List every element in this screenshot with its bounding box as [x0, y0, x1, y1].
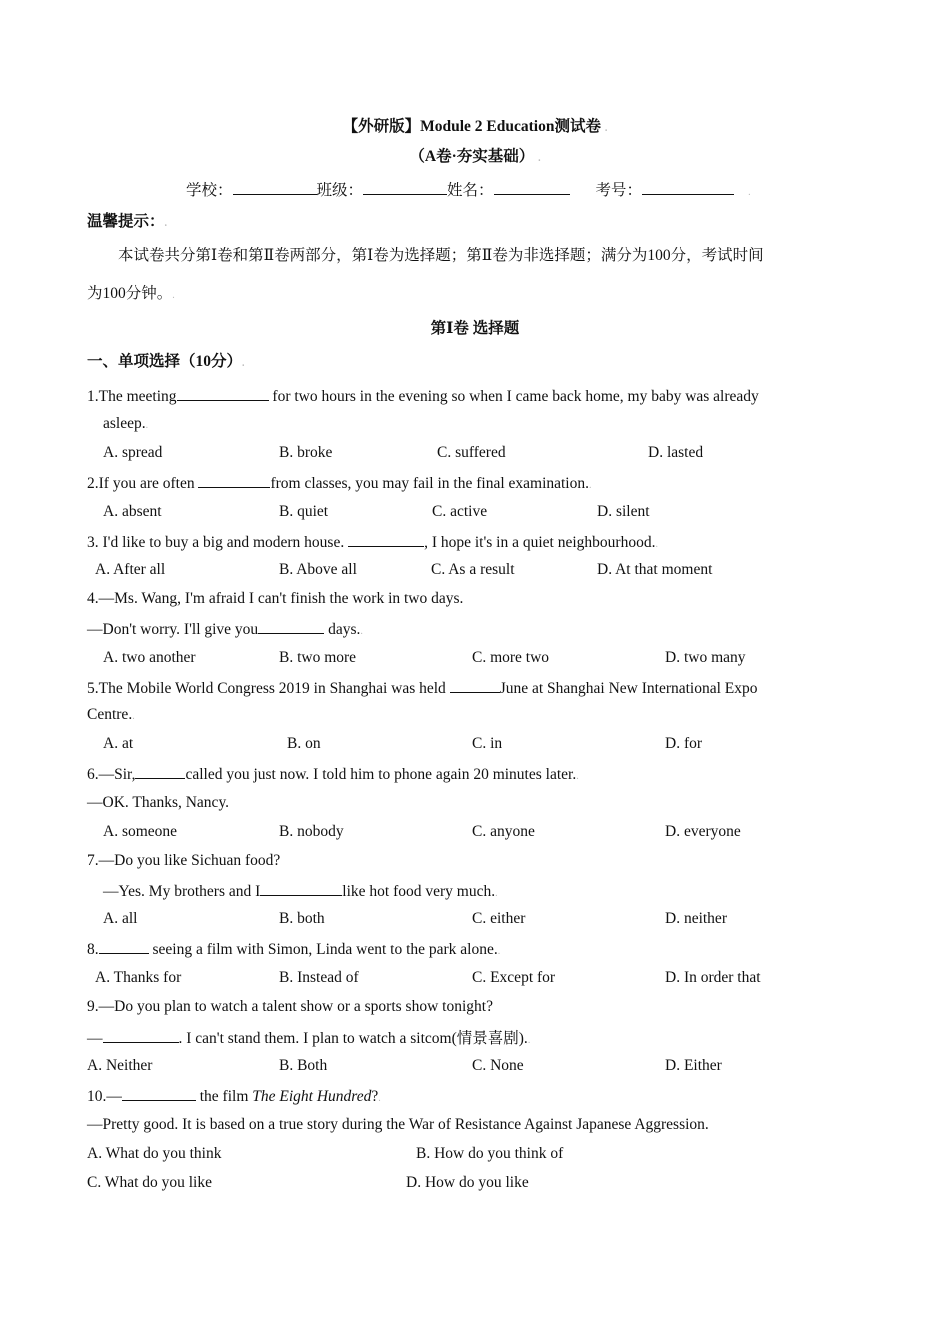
option-b: B. broke — [279, 444, 333, 461]
answer-blank — [177, 385, 269, 401]
option-b: B. two more — [279, 649, 357, 666]
option-d: D. lasted — [648, 444, 704, 461]
film-title: The Eight Hundred — [252, 1088, 372, 1105]
question-5-continued: Centre.. — [87, 706, 135, 723]
question-3: 3. I'd like to buy a big and modern house. , I hope it's in a quiet neighbourhood.. — [87, 531, 658, 555]
question-7-reply: —Yes. My brothers and I like hot food very much.. — [103, 880, 498, 904]
option-b: B. on — [287, 735, 321, 752]
option-c: C. either — [472, 910, 526, 927]
option-c: C. more two — [472, 649, 550, 666]
class-label: 班级： — [316, 182, 364, 199]
option-a: A. spread — [103, 444, 163, 461]
question-4: 4.—Ms. Wang, I'm afraid I can't finish the work in two days. — [87, 590, 464, 607]
number-blank — [642, 179, 734, 195]
answer-blank — [99, 938, 149, 954]
answer-blank — [122, 1085, 196, 1101]
question-6: 6.—Sir, called you just now. I told him to phone again 20 minutes later.. — [87, 763, 579, 787]
option-a: A. Thanks for — [95, 969, 182, 986]
question-1: 1.The meeting for two hours in the evening so when I came back home, my baby was already — [87, 385, 759, 407]
doc-title: 【外研版】Module 2 Education测试卷 . — [342, 118, 608, 135]
option-d: D. for — [665, 735, 703, 752]
option-d: D. At that moment — [597, 561, 713, 578]
answer-blank — [198, 472, 270, 488]
option-c: C. Except for — [472, 969, 556, 986]
option-b: B. quiet — [279, 503, 329, 520]
option-c: C. in — [472, 735, 503, 752]
option-d: D. everyone — [665, 823, 741, 840]
option-a: A. What do you think — [87, 1145, 222, 1162]
option-b: B. both — [279, 910, 325, 927]
question-2: 2.If you are often from classes, you may fail in the final examination.. — [87, 472, 592, 496]
answer-blank — [450, 677, 500, 693]
option-d: D. two many — [665, 649, 746, 666]
student-info-row: 学校： 班级： 姓名： 考号： . — [186, 179, 751, 203]
notice-line-1: 本试卷共分第Ⅰ卷和第Ⅱ卷两部分，第Ⅰ卷为选择题；第Ⅱ卷为非选择题；满分为100分，考试时间 — [118, 247, 764, 264]
class-blank — [363, 179, 447, 195]
option-c: C. active — [432, 503, 488, 520]
answer-blank — [258, 618, 324, 634]
question-10-reply: —Pretty good. It is based on a true story during the War of Resistance Against Japanese Aggression. — [87, 1116, 709, 1133]
name-blank — [494, 179, 570, 195]
answer-blank — [135, 763, 185, 779]
option-c: C. None — [472, 1057, 524, 1074]
notice-label: 温馨提示：. — [87, 213, 168, 230]
option-d: D. silent — [597, 503, 650, 520]
answer-blank — [260, 880, 342, 896]
option-d: D. How do you like — [406, 1174, 529, 1191]
question-6-reply: —OK. Thanks, Nancy. — [87, 794, 230, 811]
option-c: C. anyone — [472, 823, 535, 840]
option-a: A. at — [103, 735, 134, 752]
question-10: 10.— the film The Eight Hundred?. — [87, 1085, 381, 1109]
option-a: A. someone — [103, 823, 178, 840]
option-c: C. As a result — [431, 561, 515, 578]
question-5: 5.The Mobile World Congress 2019 in Shanghai was held June at Shanghai New International Expo — [87, 677, 758, 699]
question-1-continued: asleep.. — [103, 415, 149, 432]
question-9: 9.—Do you plan to watch a talent show or a sports show tonight? — [87, 998, 493, 1015]
option-a: A. After all — [95, 561, 166, 578]
option-a: A. two another — [103, 649, 196, 666]
option-a: A. Neither — [87, 1057, 153, 1074]
section1-title: 一、单项选择（10分）. — [87, 353, 245, 370]
question-4-reply: —Don't worry. I'll give you days.. — [87, 618, 363, 642]
doc-subtitle: （A卷·夯实基础） . — [409, 148, 541, 165]
school-blank — [233, 179, 317, 195]
option-d: D. In order that — [665, 969, 761, 986]
name-label: 姓名： — [447, 182, 494, 199]
question-8: 8. seeing a film with Simon, Linda went to the park alone.. — [87, 938, 500, 962]
question-7: 7.—Do you like Sichuan food? — [87, 852, 281, 869]
school-label: 学校： — [186, 182, 233, 199]
answer-blank — [103, 1027, 179, 1043]
part1-title: 第Ⅰ卷 选择题 — [430, 320, 520, 337]
option-b: B. Both — [279, 1057, 328, 1074]
option-c: C. What do you like — [87, 1174, 212, 1191]
option-b: B. Instead of — [279, 969, 359, 986]
answer-blank — [348, 531, 424, 547]
option-d: D. neither — [665, 910, 727, 927]
option-c: C. suffered — [437, 444, 506, 461]
option-b: B. nobody — [279, 823, 344, 840]
number-label: 考号： — [595, 182, 643, 199]
option-a: A. all — [103, 910, 138, 927]
option-b: B. Above all — [279, 561, 357, 578]
option-d: D. Either — [665, 1057, 722, 1074]
notice-line-2: 为100分钟。. — [87, 285, 175, 302]
option-a: A. absent — [103, 503, 162, 520]
question-9-reply: — . I can't stand them. I plan to watch a sitcom(情景喜剧).. — [87, 1027, 530, 1051]
option-b: B. How do you think of — [416, 1145, 564, 1162]
